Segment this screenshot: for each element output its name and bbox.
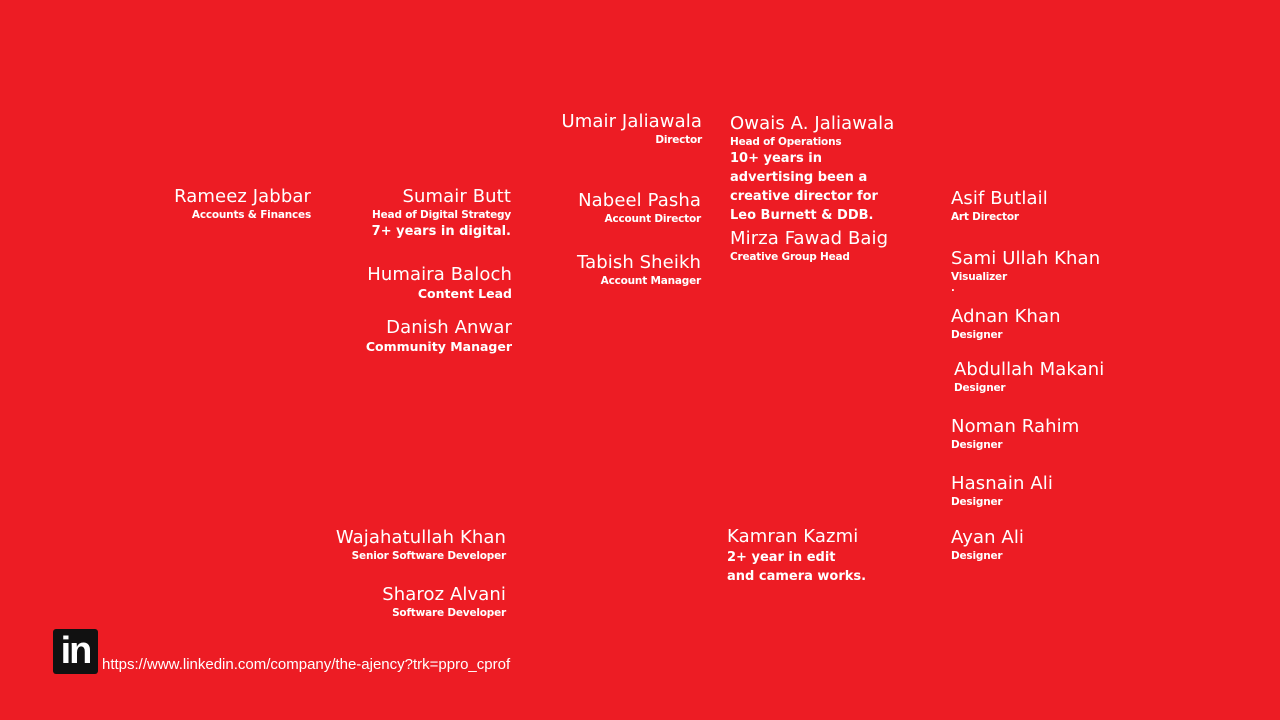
member-role: Head of Operations — [730, 136, 842, 148]
member-name: Asif Butlail — [951, 188, 1048, 209]
member-rameez — [174, 186, 311, 222]
member-role: Software Developer — [392, 607, 506, 619]
member-adnan — [951, 306, 1061, 342]
member-name: Ayan Ali — [951, 527, 1025, 548]
member-role: Art Director — [951, 211, 1019, 223]
member-role: Designer — [951, 329, 1003, 341]
member-name: Humaira Baloch — [367, 264, 512, 285]
member-name: Rameez Jabbar — [174, 186, 311, 207]
member-mirza — [730, 228, 888, 264]
member-nabeel — [578, 190, 701, 226]
member-name: Abdullah Makani — [954, 359, 1105, 380]
member-tabish — [577, 252, 701, 288]
linkedin-icon[interactable]: in — [53, 629, 98, 674]
member-name: Wajahatullah Khan — [335, 527, 506, 548]
member-abdullah — [954, 359, 1104, 395]
member-umair — [561, 111, 702, 147]
member-role: Designer — [951, 439, 1003, 451]
member-name: Sami Ullah Khan — [951, 248, 1101, 269]
linkedin-link[interactable]: https://www.linkedin.com/company/the-ajency?trk=ppro_cprof — [102, 656, 511, 673]
member-role: Accounts & Finances — [191, 209, 311, 221]
member-note: 10+ years in advertising been a creative director for Leo Burnett & DDB. — [730, 151, 878, 223]
member-sharoz — [382, 584, 506, 620]
member-danish — [366, 317, 512, 355]
member-name: Adnan Khan — [951, 306, 1061, 327]
member-name: Mirza Fawad Baig — [730, 228, 889, 249]
member-name: Kamran Kazmi — [727, 526, 859, 547]
member-name: Umair Jaliawala — [561, 111, 702, 132]
member-name: Tabish Sheikh — [576, 252, 701, 273]
member-role: Director — [655, 134, 702, 146]
member-role: Account Manager — [600, 275, 701, 287]
member-name: Danish Anwar — [386, 317, 512, 338]
member-name: Sharoz Alvani — [382, 584, 506, 605]
member-sumair — [372, 186, 511, 241]
member-role: Community Manager — [365, 339, 512, 354]
member-role: Senior Software Developer — [351, 550, 506, 562]
member-name: Hasnain Ali — [951, 473, 1053, 494]
member-role: Creative Group Head — [730, 251, 850, 263]
member-note: 7+ years in digital. — [371, 224, 511, 239]
member-role: Designer — [954, 382, 1006, 394]
member-asif — [951, 188, 1048, 224]
member-ayan — [951, 527, 1024, 563]
member-role: Head of Digital Strategy — [372, 209, 511, 221]
member-noman — [951, 416, 1079, 452]
member-role: Content Lead — [417, 286, 512, 301]
member-hasnain — [951, 473, 1053, 509]
member-name: Noman Rahim — [951, 416, 1080, 437]
member-kamran — [727, 526, 867, 586]
member-role: Designer — [951, 496, 1003, 508]
member-wajahat — [336, 527, 506, 563]
member-name: Nabeel Pasha — [578, 190, 701, 211]
member-name: Owais A. Jaliawala — [730, 113, 895, 134]
member-role: Designer — [951, 550, 1003, 562]
member-owais — [730, 113, 905, 225]
member-role: Visualizer — [951, 271, 1007, 283]
separator-dot: . — [951, 283, 955, 294]
member-role: Account Director — [604, 213, 701, 225]
member-sami — [951, 248, 1100, 294]
member-note: 2+ year in edit and camera works. — [727, 550, 867, 584]
member-humaira — [367, 264, 512, 302]
member-name: Sumair Butt — [402, 186, 511, 207]
